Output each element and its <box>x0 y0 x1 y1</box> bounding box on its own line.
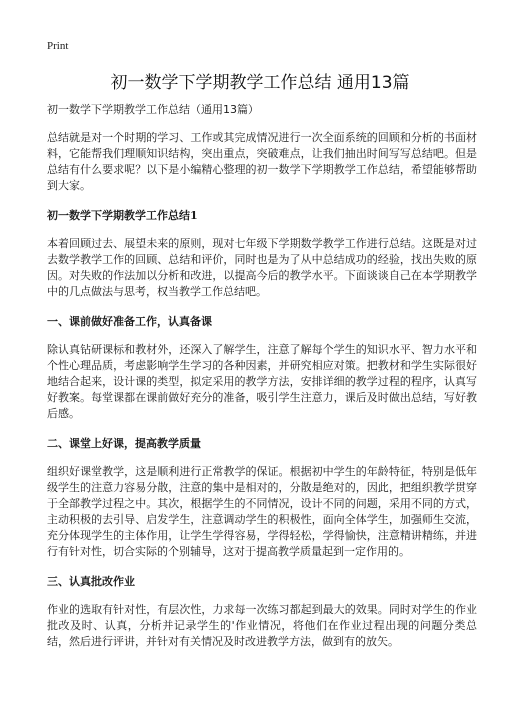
intro-paragraph: 总结就是对一个时期的学习、工作或其完成情况进行一次全面系统的回顾和分析的书面材料，它能帮我们理顺知识结构，突出重点，突破难点，让我们抽出时间写写总结吧。但是总结有什么要求呢？以下是小编精心整理的初一数学下学期教学工作总结，希望能够帮助到大家。 <box>47 131 477 192</box>
subheading-classroom: 二、课堂上好课，提高教学质量 <box>47 437 201 450</box>
document-title: 初一数学下学期教学工作总结 通用13篇 <box>110 73 410 93</box>
document-body <box>47 102 477 664</box>
section-paragraph: 本着回顾过去、展望未来的原则，现对七年级下学期数学教学工作进行总结。这既是对过去数学教学工作的回顾、总结和评价，同时也是为了从中总结成功的经验，找出失败的原因。对失败的作法加以分析和改进，以提高今后的教学水平。下面谈谈自己在本学期教学中的几点做法与思考，权当教学工作总结吧。 <box>47 237 477 298</box>
paragraph-classroom: 组织好课堂教学，这是顺利进行正常教学的保证。根据初中学生的年龄特征，特别是低年级学生的注意力容易分散，注意的集中是相对的，分散是绝对的，因此，把组织教学贯穿于全部教学过程之中。其次，根据学生的不同情况，设计不同的问题，采用不同的方式，主动积极的去引导、启发学生，注意调动学生的积极性，面向全体学生，加强师生交流，充分体现学生的主体作用，让学生学得容易，学得轻松，学得愉快，注意精讲精练，并进行有针对性，切合实际的个别辅导，这对于提高教学质量起到一定作用的。 <box>47 465 477 558</box>
section-heading: 初一数学下学期教学工作总结1 <box>47 209 198 222</box>
print-label: Print <box>47 40 69 52</box>
subheading-homework: 三、认真批改作业 <box>47 575 135 588</box>
paragraph-preparation: 除认真钻研课标和教材外，还深入了解学生，注意了解每个学生的知识水平、智力水平和个性心理品质，考虑影响学生学习的各种因素，并研究相应对策。把教材和学生实际很好地结合起来，设计课的类型，拟定采用的教学方法，安排详细的教学过程的程序，认真写好教案。每堂课都在课前做好充分的准备，吸引学生注意力，课后及时做出总结，写好教后感。 <box>47 343 477 420</box>
document-subtitle: 初一数学下学期教学工作总结（通用13篇） <box>47 103 259 116</box>
paragraph-homework: 作业的选取有针对性，有层次性，力求每一次练习都起到最大的效果。同时对学生的作业批改及时、认真，分析并记录学生的'作业情况，将他们在作业过程出现的问题分类总结，然后进行评讲，并针对有关情况及时改进教学方法，做到有的放矢。 <box>47 603 477 648</box>
subheading-preparation: 一、课前做好准备工作，认真备课 <box>47 315 212 328</box>
